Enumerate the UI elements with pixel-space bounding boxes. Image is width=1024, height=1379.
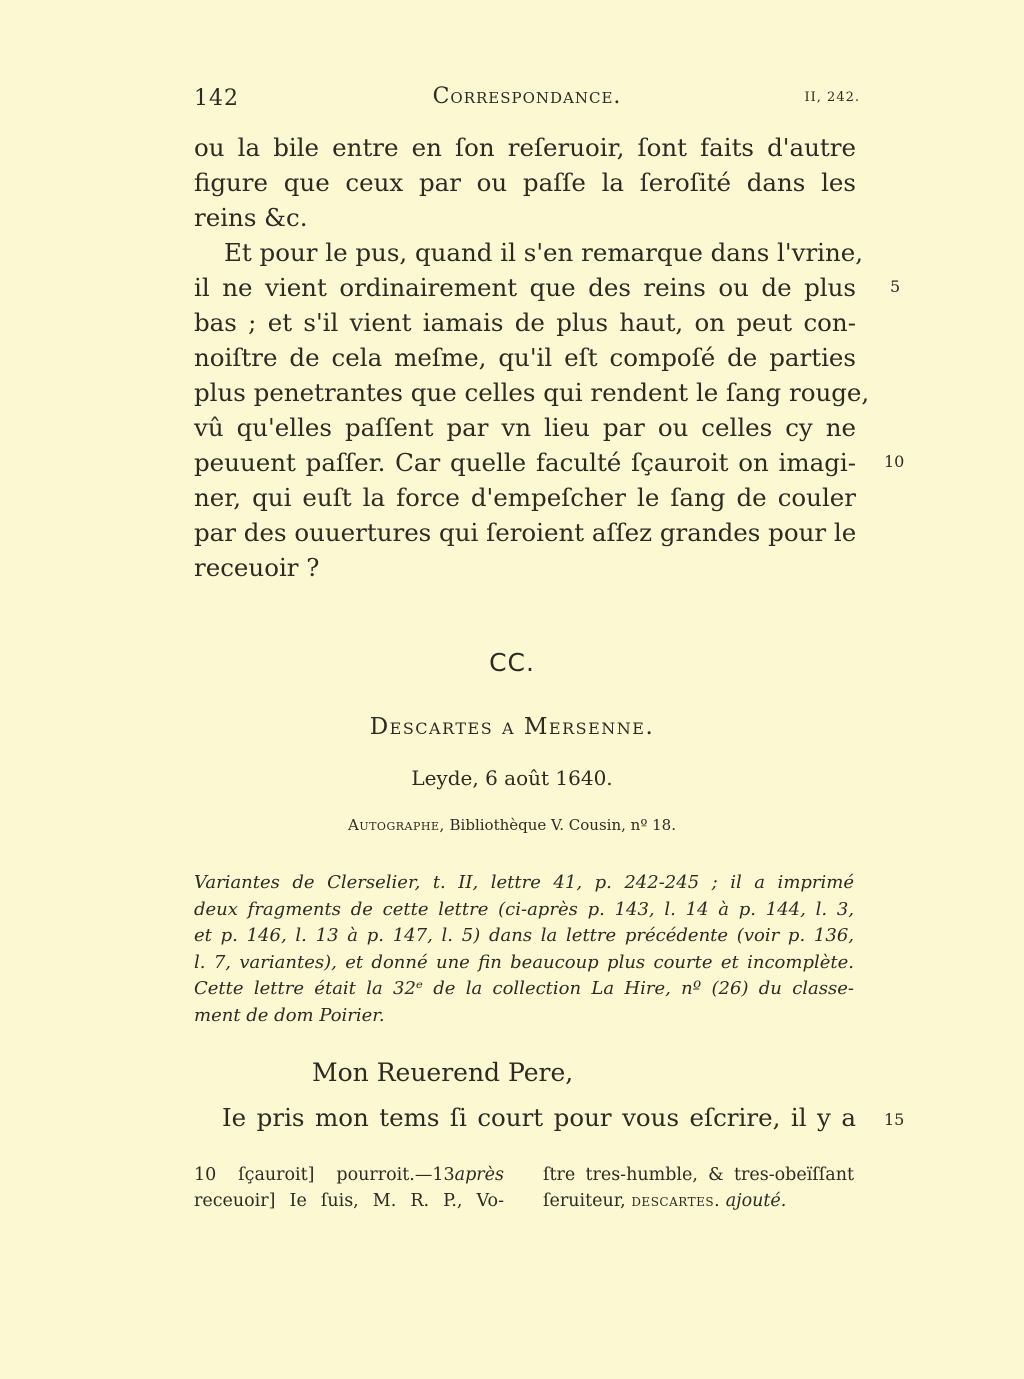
footnote-right-column bbox=[543, 1162, 854, 1214]
text-line: Et pour le pus, quand il s'en remarque dans l'vrine, bbox=[224, 238, 864, 267]
footnote-left-column bbox=[194, 1162, 504, 1214]
text-line: il ne vient ordinairement que des reins ou de plus bbox=[194, 273, 856, 302]
source-label: Autographe, bbox=[347, 816, 445, 834]
footnote-line: receuoir] Ie ſuis, M. R. P., Vo- bbox=[194, 1191, 504, 1211]
source-text: Bibliothèque V. Cousin, nº 18. bbox=[449, 816, 676, 834]
variants-note bbox=[194, 870, 854, 1029]
letter-opening bbox=[222, 1103, 856, 1138]
variants-line: deux fragments de cette lettre (ci-après p. 143, l. 14 à p. 144, l. 3, bbox=[194, 898, 854, 920]
text-line: receuoir ? bbox=[194, 553, 320, 582]
footnote-signature: descartes. bbox=[631, 1191, 721, 1211]
text-line: ner, qui euſt la force d'empeſcher le ſang de couler bbox=[194, 483, 856, 512]
text-line: Ie pris mon tems ſi court pour vous eſcrire, il y a bbox=[222, 1103, 856, 1132]
text-line: par des ouuertures qui ſeroient aſſez grandes pour le bbox=[194, 518, 857, 547]
page-number: 142 bbox=[194, 86, 239, 111]
footnote-line: ſtre tres-humble, & tres-obeïſſant bbox=[543, 1165, 854, 1185]
line-number-marker: 10 bbox=[884, 452, 905, 471]
letter-salutation: Mon Reuerend Pere, bbox=[312, 1058, 574, 1087]
footnote-text: ſeruiteur, bbox=[543, 1191, 626, 1211]
variants-line: l. 7, variantes), et donné une fin beaucoup plus courte et incomplète. bbox=[194, 951, 854, 973]
footnote-line bbox=[194, 1162, 504, 1188]
footnote-line bbox=[543, 1188, 854, 1214]
text-line: figure que ceux par ou paſſe la ſeroſité dans les bbox=[194, 168, 856, 197]
variants-line: ment de dom Poirier. bbox=[194, 1004, 385, 1026]
running-title: Correspondance. bbox=[432, 84, 622, 109]
line-number-marker: 5 bbox=[890, 277, 901, 296]
running-header bbox=[194, 84, 860, 120]
text-line: vû qu'elles paſſent par vn lieu par ou celles cy ne bbox=[194, 413, 856, 442]
main-text-block bbox=[194, 130, 870, 585]
edition-reference: II, 242. bbox=[804, 90, 860, 105]
text-line: peuuent paſſer. Car quelle faculté ſçauroit on imagi- bbox=[194, 448, 856, 477]
line-number-marker: 15 bbox=[884, 1110, 905, 1129]
footnote-text: 10 ſçauroit] pourroit.—13 bbox=[194, 1165, 455, 1185]
letter-number: CC. bbox=[489, 648, 535, 677]
text-line: plus penetrantes que celles qui rendent le ſang rouge, bbox=[194, 378, 870, 407]
text-line: bas ; et s'il vient iamais de plus haut, on peut con- bbox=[194, 308, 856, 337]
text-line: noiſtre de cela meſme, qu'il eſt compoſé de parties bbox=[194, 343, 856, 372]
letter-source bbox=[0, 816, 1024, 834]
variants-line: Cette lettre était la 32ᵉ de la collection La Hire, nº (26) du classe- bbox=[194, 978, 854, 999]
letter-title: Descartes a Mersenne. bbox=[369, 714, 655, 740]
text-line: reins &c. bbox=[194, 203, 308, 232]
footnote-text: ajouté. bbox=[725, 1191, 787, 1211]
variants-line: et p. 146, l. 13 à p. 147, l. 5) dans la lettre précédente (voir p. 136, bbox=[194, 925, 854, 946]
variants-line: Variantes de Clerselier, t. II, lettre 41, p. 242-245 ; il a imprimé bbox=[194, 872, 854, 893]
footnote-text: après bbox=[454, 1165, 504, 1185]
letter-place-date: Leyde, 6 août 1640. bbox=[411, 766, 613, 790]
text-line: ou la bile entre en ſon reſeruoir, ſont faits d'autre bbox=[194, 133, 856, 162]
